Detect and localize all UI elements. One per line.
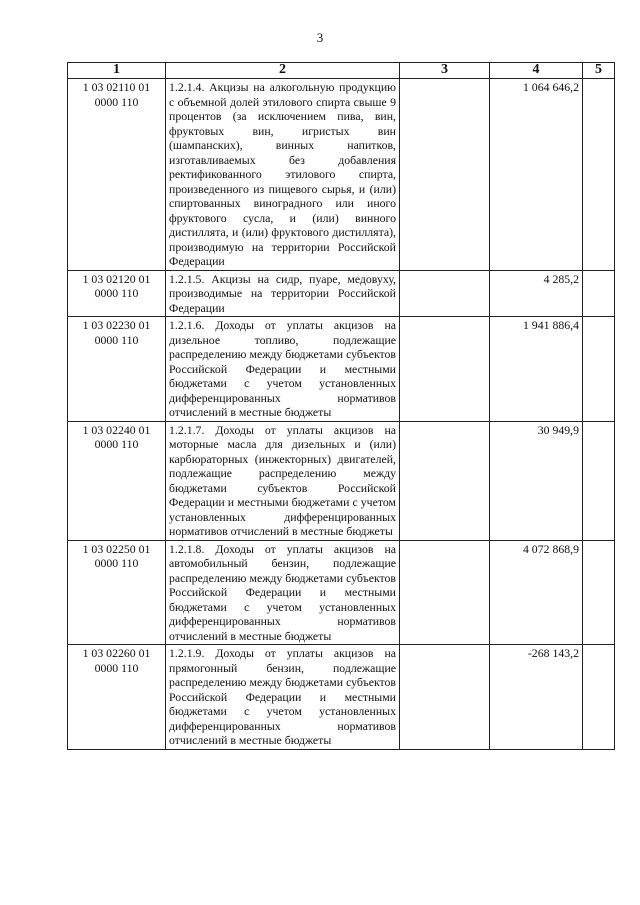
table-row — [68, 270, 615, 317]
col3-cell — [400, 317, 490, 422]
classification-code: 1 03 02240 01 0000 110 — [68, 421, 166, 540]
income-description: 1.2.1.5. Акцизы на сидр, пуаре, медовуху, производимые на территории Российской Федерации — [166, 270, 400, 317]
amount-cell: 1 064 646,2 — [490, 79, 583, 271]
table-row — [68, 79, 615, 271]
col5-cell — [583, 645, 615, 750]
amount-cell: 1 941 886,4 — [490, 317, 583, 422]
amount-cell: -268 143,2 — [490, 645, 583, 750]
classification-code: 1 03 02120 01 0000 110 — [68, 270, 166, 317]
header-col-3: 3 — [400, 63, 490, 79]
col3-cell — [400, 540, 490, 645]
col5-cell — [583, 79, 615, 271]
income-description: 1.2.1.4. Акцизы на алкогольную продукцию с объемной долей этилового спирта свыше 9 процентов (за исключением пива, вин, фруктовых вин, игристых вин (шампанских), винных напитков, изготавливаемых без добавления ректификованного этилового спирта, произведенного из пищевого сырья, и (или) спиртованных виноградного или иного фруктового сусла, и (или) винного дистиллята, и (или) фруктового дистиллята), производимую на территории Российской Федерации — [166, 79, 400, 271]
table-row — [68, 645, 615, 750]
table-row — [68, 540, 615, 645]
header-col-4: 4 — [490, 63, 583, 79]
col3-cell — [400, 79, 490, 271]
page-number: 3 — [316, 30, 324, 45]
income-description: 1.2.1.9. Доходы от уплаты акцизов на прямогонный бензин, подлежащие распределению между бюджетами субъектов Российской Федерации и местными бюджетами с учетом установленных дифференцированных нормативов отчислений в местные бюджеты — [166, 645, 400, 750]
table-header-row — [68, 63, 615, 79]
income-description: 1.2.1.8. Доходы от уплаты акцизов на автомобильный бензин, подлежащие распределению между бюджетами субъектов Российской Федерации и местными бюджетами с учетом установленных дифференцированных нормативов отчислений в местные бюджеты — [166, 540, 400, 645]
header-col-1: 1 — [68, 63, 166, 79]
col3-cell — [400, 270, 490, 317]
budget-table — [67, 62, 615, 750]
income-description: 1.2.1.6. Доходы от уплаты акцизов на дизельное топливо, подлежащие распределению между бюджетами субъектов Российской Федерации и местными бюджетами с учетом установленных дифференцированных нормативов отчислений в местные бюджеты — [166, 317, 400, 422]
table-row — [68, 421, 615, 540]
income-description: 1.2.1.7. Доходы от уплаты акцизов на моторные масла для дизельных и (или) карбюраторных (инжекторных) двигателей, подлежащие распределению между бюджетами субъектов Российской Федерации и местными бюджетами с учетом установленных дифференцированных нормативов отчислений в местные бюджеты — [166, 421, 400, 540]
col5-cell — [583, 421, 615, 540]
classification-code: 1 03 02250 01 0000 110 — [68, 540, 166, 645]
amount-cell: 30 949,9 — [490, 421, 583, 540]
col5-cell — [583, 540, 615, 645]
classification-code: 1 03 02230 01 0000 110 — [68, 317, 166, 422]
classification-code: 1 03 02260 01 0000 110 — [68, 645, 166, 750]
amount-cell: 4 072 868,9 — [490, 540, 583, 645]
col5-cell — [583, 270, 615, 317]
header-col-5: 5 — [583, 63, 615, 79]
table-row — [68, 317, 615, 422]
col3-cell — [400, 421, 490, 540]
amount-cell: 4 285,2 — [490, 270, 583, 317]
classification-code: 1 03 02110 01 0000 110 — [68, 79, 166, 271]
col5-cell — [583, 317, 615, 422]
header-col-2: 2 — [166, 63, 400, 79]
col3-cell — [400, 645, 490, 750]
